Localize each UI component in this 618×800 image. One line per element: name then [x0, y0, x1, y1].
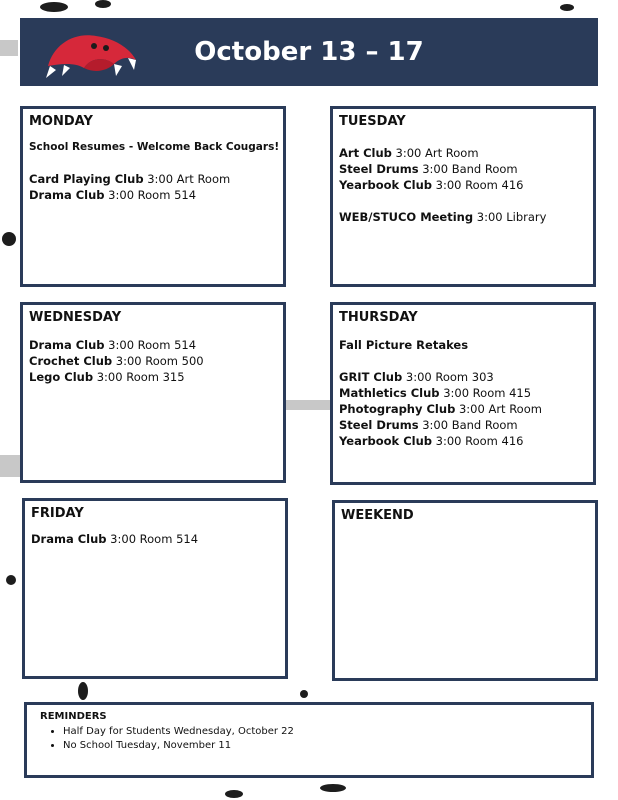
event-line: Drama Club 3:00 Room 514 — [29, 188, 197, 202]
reminders-list — [49, 725, 294, 753]
event-line: Steel Drums 3:00 Band Room — [339, 162, 518, 176]
day-events — [339, 145, 587, 225]
weekend-box — [332, 500, 598, 681]
monday-box — [20, 106, 286, 287]
paint-splatter — [6, 575, 16, 585]
event-line — [339, 353, 587, 369]
header-banner — [20, 18, 598, 86]
reminders-title: REMINDERS — [40, 711, 107, 722]
event-line: Drama Club 3:00 Room 514 — [31, 532, 199, 546]
paint-splatter — [95, 0, 111, 8]
day-events — [29, 337, 277, 385]
day-title: WEEKEND — [341, 508, 414, 523]
thursday-box — [330, 302, 596, 485]
event-line: Card Playing Club 3:00 Art Room — [29, 172, 231, 186]
paint-splatter — [320, 784, 346, 792]
paint-splatter — [300, 690, 308, 698]
reminders-box — [24, 702, 594, 778]
page-title: October 13 – 17 — [194, 37, 424, 67]
friday-box — [22, 498, 288, 679]
event-line: Crochet Club 3:00 Room 500 — [29, 354, 204, 368]
grey-smear — [0, 455, 20, 477]
event-line: Art Club 3:00 Art Room — [339, 146, 479, 160]
day-events — [31, 531, 279, 547]
event-line — [339, 193, 587, 209]
paint-splatter — [40, 2, 68, 12]
event-line: Yearbook Club 3:00 Room 416 — [339, 178, 524, 192]
paint-splatter — [78, 682, 88, 700]
day-title: THURSDAY — [339, 310, 418, 325]
event-line: Lego Club 3:00 Room 315 — [29, 370, 185, 384]
day-events — [29, 139, 280, 203]
grey-smear — [286, 400, 330, 410]
paint-splatter — [225, 790, 243, 798]
reminder-item: • No School Tuesday, November 11 — [63, 739, 294, 753]
event-line: Mathletics Club 3:00 Room 415 — [339, 386, 532, 400]
wednesday-box — [20, 302, 286, 483]
event-line — [29, 155, 277, 171]
tuesday-box — [330, 106, 596, 287]
paint-splatter — [2, 232, 16, 246]
event-line: Drama Club 3:00 Room 514 — [29, 338, 197, 352]
grey-smear — [0, 40, 18, 56]
event-line: GRIT Club 3:00 Room 303 — [339, 370, 494, 384]
day-title: FRIDAY — [31, 506, 84, 521]
day-title: MONDAY — [29, 114, 93, 129]
paint-splatter — [560, 4, 574, 11]
event-line: School Resumes - Welcome Back Cougars! — [29, 141, 280, 153]
event-line: Steel Drums 3:00 Band Room — [339, 418, 518, 432]
event-line: WEB/STUCO Meeting 3:00 Library — [339, 210, 547, 224]
event-line: Yearbook Club 3:00 Room 416 — [339, 434, 524, 448]
day-title: TUESDAY — [339, 114, 406, 129]
day-events — [339, 337, 587, 449]
event-line: Photography Club 3:00 Art Room — [339, 402, 542, 416]
event-line: Fall Picture Retakes — [339, 338, 469, 352]
reminder-item: • Half Day for Students Wednesday, October 22 — [63, 725, 294, 739]
day-title: WEDNESDAY — [29, 310, 122, 325]
